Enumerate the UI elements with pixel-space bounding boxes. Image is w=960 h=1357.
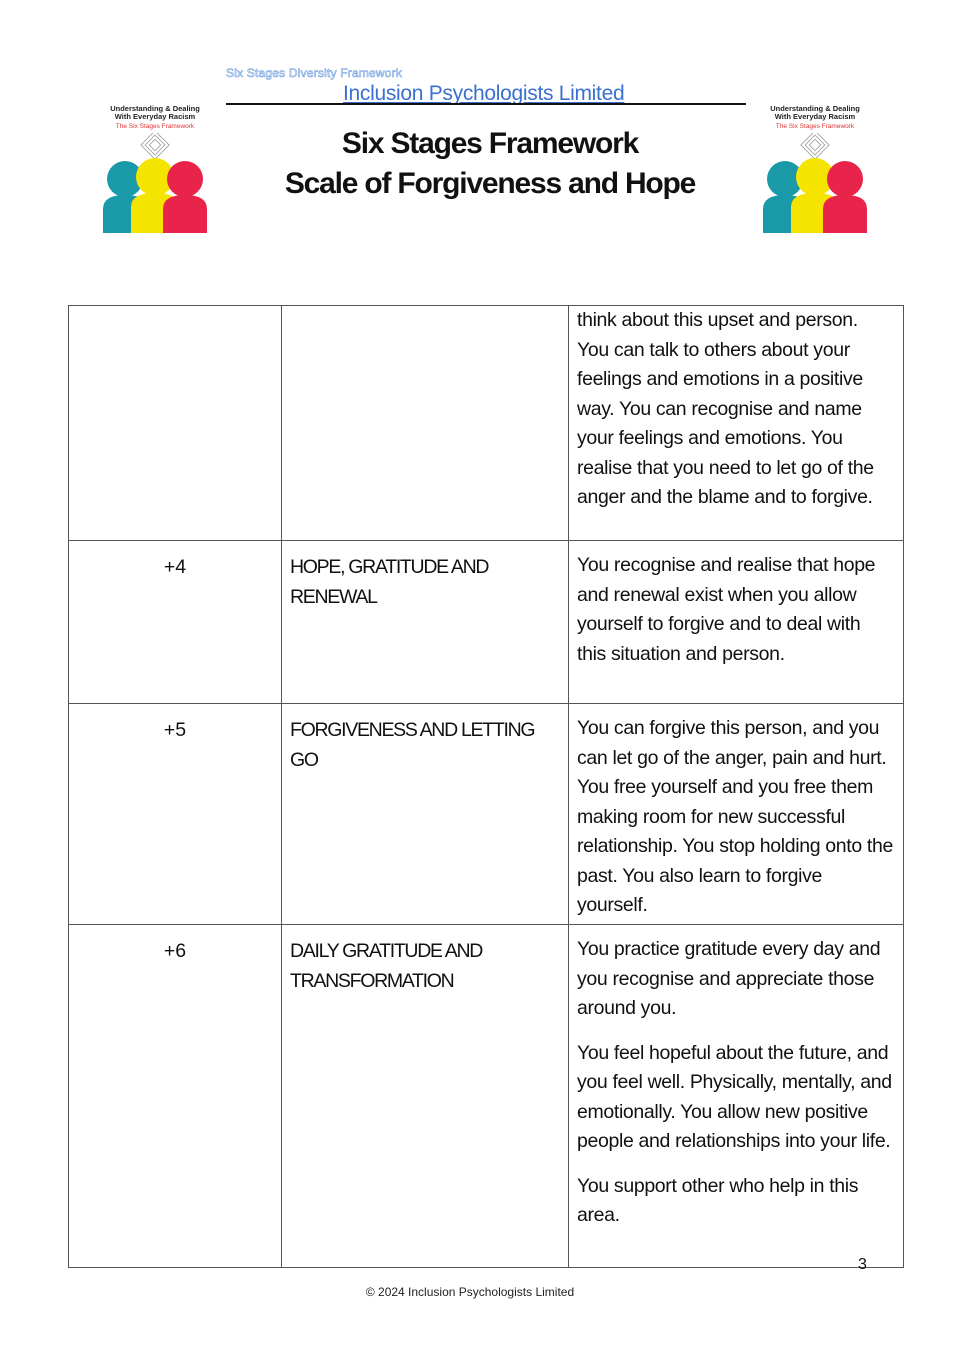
header-rule — [226, 103, 746, 105]
logo-caption-line2: With Everyday Racism — [774, 112, 856, 121]
description-paragraph: You can forgive this person, and you can let go of the anger, pain and hurt. You free yourself and you free them making room for new successful relationship. You stop holding onto the past. You also learn to forgive yourself. — [577, 717, 893, 916]
copyright-footer: © 2024 Inclusion Psychologists Limited — [365, 1285, 575, 1299]
forgiveness-scale-table — [68, 305, 904, 1268]
description-cell — [569, 541, 904, 704]
description-paragraph: You recognise and realise that hope and renewal exist when you allow yourself to forgive and to deal with this situation and person. — [577, 554, 876, 665]
description-paragraph: You practice gratitude every day and you recognise and appreciate those around you. — [577, 938, 881, 1019]
logo-caption-subtitle: The Six Stages Framework — [775, 123, 855, 130]
table-row — [69, 704, 904, 925]
description-paragraph: think about this upset and person. You can talk to others about your feelings and emotions in a positive way. You can recognise and name your feelings and emotions. You realise that you need to let go of the anger and the blame and to forgive. — [577, 309, 874, 508]
logo-caption-line2: With Everyday Racism — [114, 112, 196, 121]
level-cell: +6 — [69, 925, 282, 1268]
logo-caption-line1: Understanding & Dealing — [110, 104, 200, 113]
page-title: Six Stages Framework — [341, 127, 639, 160]
people-silhouettes-icon — [761, 133, 869, 233]
description-cell — [569, 306, 904, 541]
logo-right — [761, 105, 869, 233]
people-silhouettes-icon — [101, 133, 209, 233]
level-cell: +5 — [69, 704, 282, 925]
page-number: 3 — [858, 1256, 867, 1273]
stage-cell: HOPE, GRATITUDE AND RENEWAL — [282, 541, 569, 704]
logo-caption-line1: Understanding & Dealing — [770, 104, 860, 113]
level-cell: +4 — [69, 541, 282, 704]
description-paragraph: You support other who help in this area. — [577, 1174, 859, 1226]
page-subtitle: Scale of Forgiveness and Hope — [284, 167, 696, 200]
table-row — [69, 541, 904, 704]
watermark-text: Six Stages Diversity Framework — [226, 66, 403, 80]
stage-cell: FORGIVENESS AND LETTING GO — [282, 704, 569, 925]
table-row-continued — [69, 306, 904, 541]
description-paragraph: You feel hopeful about the future, and you feel well. Physically, mentally, and emotionally. You allow new positive people and relationships into your life. — [577, 1041, 892, 1152]
description-cell — [569, 925, 904, 1268]
stage-cell — [282, 306, 569, 541]
logo-left — [101, 105, 209, 233]
company-link[interactable]: Inclusion Psychologists Limited — [343, 82, 625, 105]
logo-caption-subtitle: The Six Stages Framework — [115, 123, 195, 130]
stage-cell: DAILY GRATITUDE AND TRANSFORMATION — [282, 925, 569, 1268]
table-row — [69, 925, 904, 1268]
description-cell — [569, 704, 904, 925]
level-cell — [69, 306, 282, 541]
